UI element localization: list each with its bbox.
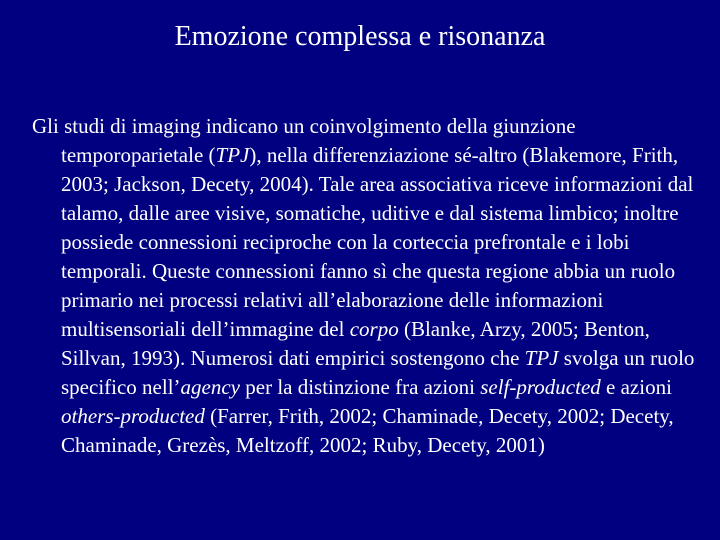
body-italic-term: others-producted — [61, 404, 205, 428]
body-text-segment: Gli studi di imaging indicano un coinvolgimento della giunzione temporoparietale ( — [32, 114, 576, 167]
body-italic-term: TPJ — [524, 346, 559, 370]
body-italic-term: corpo — [349, 317, 399, 341]
body-text-segment: e azioni — [600, 375, 672, 399]
slide-body-paragraph — [32, 112, 716, 460]
body-text-segment: (Blanke, Arzy, 2005; Benton, Sillvan, 1993). Numerosi dati empirici sostengono che — [61, 317, 650, 370]
body-text-segment: per la distinzione fra azioni — [240, 375, 481, 399]
body-text-segment: (Farrer, Frith, 2002; Chaminade, Decety, 2002; Decety, Chaminade, Grezès, Meltzoff, 2002; Ruby, Decety, 2001) — [61, 404, 674, 457]
body-text-segment: svolga un ruolo specifico nell’ — [61, 346, 695, 399]
body-italic-term: TPJ — [215, 143, 250, 167]
body-italic-term: self-producted — [480, 375, 601, 399]
body-text-segment: ), nella differenziazione sé-altro (Blakemore, Frith, 2003; Jackson, Decety, 2004). Tale area associativa riceve informazioni dal talamo, dalle aree visive, somatiche, uditive e dal sistema limbico; inoltre possiede connessioni reciproche con la corteccia prefrontale e i lobi temporali. Queste connessioni fanno sì che questa regione abbia un ruolo primario nei processi relativi all’elaborazione delle informazioni multisensoriali dell’immagine del — [61, 143, 694, 341]
slide-title: Emozione complessa e risonanza — [174, 21, 546, 52]
body-italic-term: agency — [180, 375, 240, 399]
